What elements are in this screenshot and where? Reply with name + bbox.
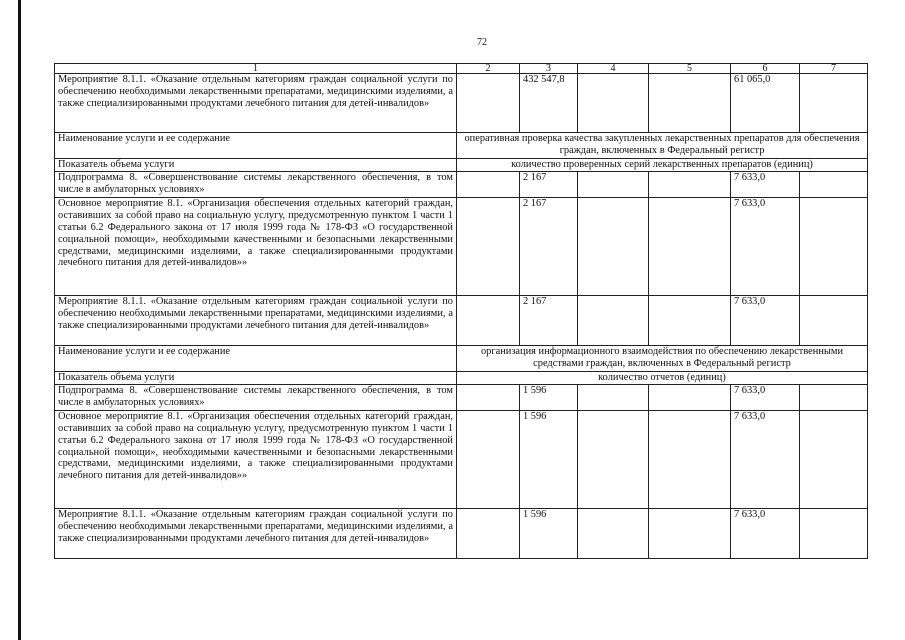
cell-col-4 <box>578 197 649 295</box>
cell-col-3: 432 547,8 <box>520 74 578 133</box>
cell-col-2 <box>457 171 520 197</box>
cell-col-3: 2 167 <box>520 171 578 197</box>
service-info-row <box>55 159 868 172</box>
cell-col-2 <box>457 410 520 508</box>
cell-col-7 <box>800 295 868 345</box>
cell-col-6: 7 633,0 <box>731 384 800 410</box>
row-merged-text: количество отчетов (единиц) <box>457 371 868 384</box>
column-header: 4 <box>578 64 649 74</box>
service-info-row <box>55 345 868 371</box>
cell-col-4 <box>578 410 649 508</box>
cell-col-4 <box>578 384 649 410</box>
row-description: Мероприятие 8.1.1. «Оказание отдельным категориям граждан социальной услуги по обеспечению необходимыми лекарственными препаратами, медицинскими изделиями, а также специализированными продуктами лечебного питания для детей-инвалидов» <box>55 74 457 133</box>
row-merged-text: организация информационного взаимодействия по обеспечению лекарственными средствами граждан, включенных в Федеральный регистр <box>457 345 868 371</box>
cell-col-6: 7 633,0 <box>731 508 800 558</box>
row-label: Показатель объема услуги <box>55 371 457 384</box>
row-label: Наименование услуги и ее содержание <box>55 345 457 371</box>
cell-col-5 <box>649 171 731 197</box>
cell-col-3: 1 596 <box>520 508 578 558</box>
table-body <box>55 64 868 559</box>
service-info-row <box>55 371 868 384</box>
table-row <box>55 171 868 197</box>
table-row <box>55 74 868 133</box>
cell-col-2 <box>457 74 520 133</box>
cell-col-2 <box>457 295 520 345</box>
column-header: 7 <box>800 64 868 74</box>
cell-col-3: 1 596 <box>520 410 578 508</box>
table-row <box>55 197 868 295</box>
cell-col-4 <box>578 508 649 558</box>
service-info-row <box>55 133 868 159</box>
column-header: 3 <box>520 64 578 74</box>
cell-col-4 <box>578 171 649 197</box>
scan-edge-bar <box>18 0 21 640</box>
row-description: Подпрограмма 8. «Совершенствование системы лекарственного обеспечения, в том числе в амбулаторных условиях» <box>55 171 457 197</box>
cell-col-7 <box>800 74 868 133</box>
cell-col-6: 7 633,0 <box>731 197 800 295</box>
row-description: Мероприятие 8.1.1. «Оказание отдельным категориям граждан социальной услуги по обеспечению необходимыми лекарственными препаратами, медицинскими изделиями, а также специализированными продуктами лечебного питания для детей-инвалидов» <box>55 295 457 345</box>
cell-col-7 <box>800 384 868 410</box>
row-description: Мероприятие 8.1.1. «Оказание отдельным категориям граждан социальной услуги по обеспечению необходимыми лекарственными препаратами, медицинскими изделиями, а также специализированными продуктами лечебного питания для детей-инвалидов» <box>55 508 457 558</box>
cell-col-4 <box>578 295 649 345</box>
page-number: 72 <box>477 37 487 48</box>
cell-col-7 <box>800 410 868 508</box>
cell-col-2 <box>457 384 520 410</box>
table-row <box>55 508 868 558</box>
row-label: Показатель объема услуги <box>55 159 457 172</box>
row-merged-text: количество проверенных серий лекарственных препаратов (единиц) <box>457 159 868 172</box>
cell-col-6: 7 633,0 <box>731 171 800 197</box>
cell-col-5 <box>649 295 731 345</box>
cell-col-3: 2 167 <box>520 295 578 345</box>
cell-col-5 <box>649 197 731 295</box>
row-description: Подпрограмма 8. «Совершенствование системы лекарственного обеспечения, в том числе в амбулаторных условиях» <box>55 384 457 410</box>
cell-col-7 <box>800 171 868 197</box>
row-merged-text: оперативная проверка качества закупленных лекарственных препаратов для обеспечения граждан, включенных в Федеральный регистр <box>457 133 868 159</box>
cell-col-6: 7 633,0 <box>731 410 800 508</box>
row-label: Наименование услуги и ее содержание <box>55 133 457 159</box>
cell-col-5 <box>649 410 731 508</box>
cell-col-7 <box>800 197 868 295</box>
column-header: 2 <box>457 64 520 74</box>
cell-col-2 <box>457 197 520 295</box>
cell-col-3: 2 167 <box>520 197 578 295</box>
cell-col-2 <box>457 508 520 558</box>
cell-col-5 <box>649 74 731 133</box>
table-row <box>55 295 868 345</box>
table-row <box>55 384 868 410</box>
cell-col-4 <box>578 74 649 133</box>
column-header: 5 <box>649 64 731 74</box>
column-header-row <box>55 64 868 74</box>
table-row <box>55 410 868 508</box>
row-description: Основное мероприятие 8.1. «Организация обеспечения отдельных категорий граждан, оставивших за собой право на социальную услугу, предусмотренную пунктом 1 части 1 статьи 6.2 Федерального закона от 17 июля 1999 года № 178-ФЗ «О государственной социальной помощи», необходимыми качественными и безопасными лекарственными средствами, медицинскими изделиями, а также специализированными продуктами лечебного питания для детей-инвалидов»» <box>55 197 457 295</box>
cell-col-5 <box>649 508 731 558</box>
row-description: Основное мероприятие 8.1. «Организация обеспечения отдельных категорий граждан, оставивших за собой право на социальную услугу, предусмотренную пунктом 1 части 1 статьи 6.2 Федерального закона от 17 июля 1999 года № 178-ФЗ «О государственной социальной помощи», необходимыми качественными и безопасными лекарственными средствами, медицинскими изделиями, а также специализированными продуктами лечебного питания для детей-инвалидов»» <box>55 410 457 508</box>
column-header: 1 <box>55 64 457 74</box>
cell-col-3: 1 596 <box>520 384 578 410</box>
column-header: 6 <box>731 64 800 74</box>
budget-table <box>54 63 868 559</box>
cell-col-7 <box>800 508 868 558</box>
cell-col-5 <box>649 384 731 410</box>
cell-col-6: 7 633,0 <box>731 295 800 345</box>
cell-col-6: 61 065,0 <box>731 74 800 133</box>
